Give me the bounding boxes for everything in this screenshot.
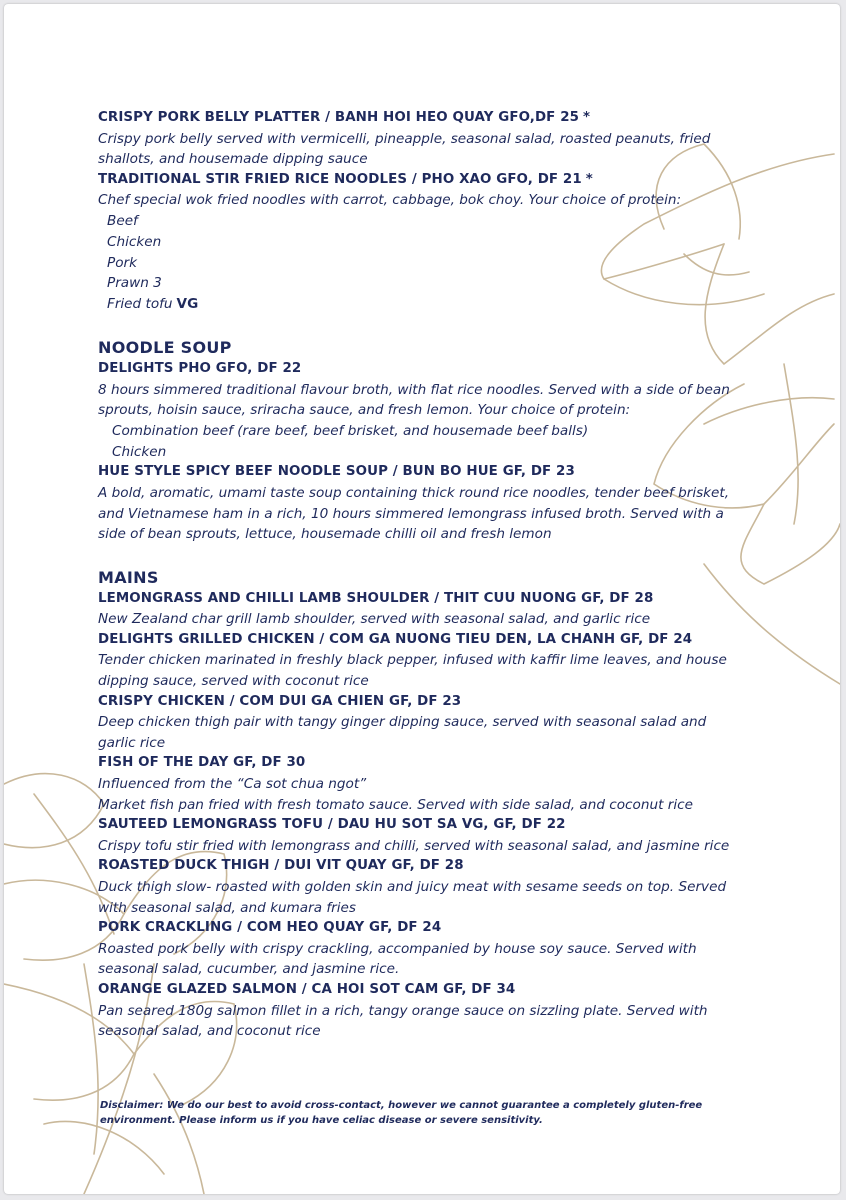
protein-option: Fried tofu VG (107, 296, 199, 313)
vegan-tag: VG (176, 296, 199, 313)
menu-item (98, 753, 748, 815)
item-title: FISH OF THE DAY GF, DF 30 (98, 755, 306, 771)
menu-item (98, 462, 748, 544)
item-description: Duck thigh slow- roasted with golden skin and juicy meat with sesame seeds on top. Served with seasonal salad, and kumara fries (98, 879, 727, 916)
menu-item (98, 589, 748, 630)
menu-item (98, 170, 748, 315)
item-title: HUE STYLE SPICY BEEF NOODLE SOUP / BUN BO HUE GF, DF 23 (98, 464, 575, 480)
item-description: 8 hours simmered traditional flavour broth, with flat rice noodles. Served with a side of bean sprouts, hoisin sauce, sriracha sauce, and fresh lemon. Your choice of protein: (98, 381, 730, 419)
menu-item (98, 692, 748, 754)
protein-option: Prawn 3 (107, 275, 162, 292)
item-title: PORK CRACKLING / COM HEO QUAY GF, DF 24 (98, 920, 442, 936)
item-description: New Zealand char grill lamb shoulder, served with seasonal salad, and garlic rice (98, 611, 651, 628)
item-marker: * (583, 110, 591, 125)
item-title: ROASTED DUCK THIGH / DUI VIT QUAY GF, DF 28 (98, 858, 464, 874)
item-title: DELIGHTS GRILLED CHICKEN / COM GA NUONG TIEU DEN, LA CHANH GF, DF 24 (98, 631, 693, 647)
disclaimer: Disclaimer: We do our best to avoid cross-contact, however we cannot guarantee a completely gluten-free environment. Please inform us if you have celiac disease or severe sensitivity. (100, 1100, 703, 1126)
item-subtitle: Influenced from the “Ca sot chua ngot” (98, 776, 367, 793)
menu-item (98, 108, 748, 170)
menu-page (4, 4, 840, 1194)
item-title: CRISPY CHICKEN / COM DUI GA CHIEN GF, DF 23 (98, 693, 462, 709)
menu-item (98, 630, 748, 692)
item-title: SAUTEED LEMONGRASS TOFU / DAU HU SOT SA VG, GF, DF 22 (98, 817, 566, 833)
menu-content (98, 108, 748, 1042)
protein-option: Combination beef (rare beef, beef brisket, and housemade beef balls) (112, 422, 589, 439)
item-description: Tender chicken marinated in freshly black pepper, infused with kaffir lime leaves, and house dipping sauce, served with coconut rice (98, 652, 727, 690)
item-title: LEMONGRASS AND CHILLI LAMB SHOULDER / THIT CUU NUONG GF, DF 28 (98, 590, 654, 606)
protein-option: Beef (107, 212, 138, 229)
item-description: Roasted pork belly with crispy crackling, accompanied by house soy sauce. Served with seasonal salad, cucumber, and jasmine rice. (98, 940, 697, 978)
item-description: Deep chicken thigh pair with tangy ginger dipping sauce, served with seasonal salad and garlic rice (98, 714, 707, 751)
item-title: CRISPY PORK BELLY PLATTER / BANH HOI HEO QUAY GFO,DF 25 * (98, 110, 591, 125)
section-heading: MAINS (98, 567, 159, 587)
menu-item (98, 359, 748, 462)
section-heading: NOODLE SOUP (98, 337, 232, 357)
item-description: Chef special wok fried noodles with carrot, cabbage, bok choy. Your choice of protein: (98, 192, 682, 209)
item-title: DELIGHTS PHO GFO, DF 22 (98, 360, 302, 376)
item-description: Pan seared 180g salmon fillet in a rich, tangy orange sauce on sizzling plate. Served with seasonal salad, and coconut rice (98, 1002, 708, 1040)
item-description: Crispy pork belly served with vermicelli, pineapple, seasonal salad, roasted peanuts, fried shallots, and housemade dipping sauce (98, 130, 711, 168)
item-marker: * (585, 171, 593, 187)
item-title: ORANGE GLAZED SALMON / CA HOI SOT CAM GF, DF 34 (98, 981, 516, 997)
protein-option: Chicken (112, 443, 167, 460)
item-description: A bold, aromatic, umami taste soup containing thick round rice noodles, tender beef brisket, and Vietnamese ham in a rich, 10 hours simmered lemongrass infused broth. Served with a side of bean sprouts, lettuce, housemade chilli oil and fresh lemon (98, 484, 730, 543)
menu-item (98, 815, 748, 856)
menu-item (98, 856, 748, 918)
menu-item (98, 980, 748, 1042)
item-description: Market fish pan fried with fresh tomato sauce. Served with side salad, and coconut rice (98, 796, 693, 813)
protein-option: Pork (107, 254, 137, 271)
menu-item (98, 918, 748, 980)
item-description: Crispy tofu stir fried with lemongrass and chilli, served with seasonal salad, and jasmine rice (98, 837, 730, 854)
item-title: TRADITIONAL STIR FRIED RICE NOODLES / PHO XAO GFO, DF 21 * (98, 171, 593, 187)
protein-option: Chicken (107, 233, 162, 250)
